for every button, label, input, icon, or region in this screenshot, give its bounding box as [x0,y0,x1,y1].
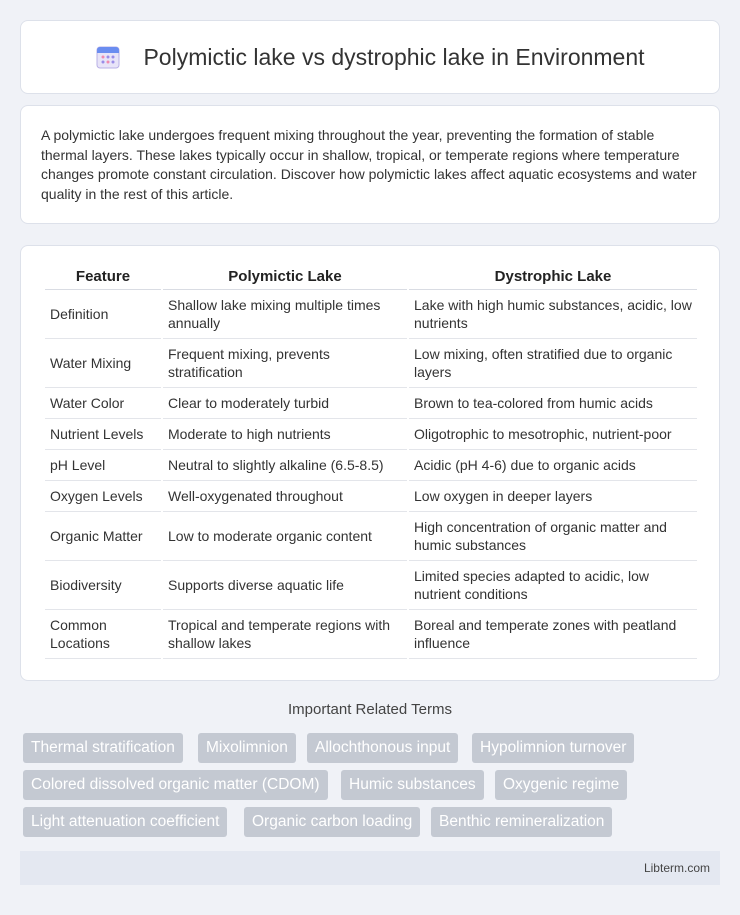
dystrophic-cell: High concentration of organic matter and humic substances [409,512,697,561]
dystrophic-cell: Lake with high humic substances, acidic, low nutrients [409,290,697,339]
column-header-feature: Feature [45,264,161,290]
comparison-table-card [20,245,720,681]
related-term-tag[interactable]: Oxygenic regime [495,770,627,800]
dystrophic-cell: Low oxygen in deeper layers [409,481,697,512]
comparison-table [43,264,699,659]
related-terms-title: Important Related Terms [288,701,452,718]
table-row [45,610,697,659]
dystrophic-cell: Brown to tea-colored from humic acids [409,388,697,419]
related-term-tag[interactable]: Hypolimnion turnover [472,733,634,763]
feature-cell: Organic Matter [45,512,161,561]
feature-cell: Water Mixing [45,339,161,388]
column-header-polymictic: Polymictic Lake [163,264,407,290]
feature-cell: Definition [45,290,161,339]
page-title: Polymictic lake vs dystrophic lake in Environment [143,43,645,70]
polymictic-cell: Low to moderate organic content [163,512,407,561]
related-term-tag[interactable]: Organic carbon loading [244,807,420,837]
polymictic-cell: Frequent mixing, prevents stratification [163,339,407,388]
polymictic-cell: Moderate to high nutrients [163,419,407,450]
table-row [45,290,697,339]
feature-cell: Oxygen Levels [45,481,161,512]
feature-cell: Water Color [45,388,161,419]
polymictic-cell: Well-oxygenated throughout [163,481,407,512]
dystrophic-cell: Limited species adapted to acidic, low nutrient conditions [409,561,697,610]
feature-cell: Nutrient Levels [45,419,161,450]
table-row [45,561,697,610]
header-card [20,20,720,94]
polymictic-cell: Tropical and temperate regions with shallow lakes [163,610,407,659]
table-row [45,512,697,561]
table-row [45,450,697,481]
related-term-tag[interactable]: Humic substances [341,770,484,800]
related-term-tag[interactable]: Benthic remineralization [431,807,612,837]
feature-cell: Biodiversity [45,561,161,610]
dystrophic-cell: Boreal and temperate zones with peatland influence [409,610,697,659]
related-term-tag[interactable]: Thermal stratification [23,733,183,763]
feature-cell: pH Level [45,450,161,481]
table-row [45,481,697,512]
table-row [45,339,697,388]
footer [20,851,720,885]
intro-text: A polymictic lake undergoes frequent mixing throughout the year, preventing the formation of stable thermal layers. These lakes typically occur in shallow, tropical, or temperate regions where temperature changes promote constant circulation. Discover how polymictic lakes affect aquatic ecosystems and water quality in the rest of this article. [41,127,697,202]
polymictic-cell: Neutral to slightly alkaline (6.5-8.5) [163,450,407,481]
dystrophic-cell: Oligotrophic to mesotrophic, nutrient-poor [409,419,697,450]
table-row [45,388,697,419]
related-term-tag[interactable]: Allochthonous input [307,733,458,763]
calendar-icon [95,44,121,70]
intro-card [20,105,720,224]
dystrophic-cell: Acidic (pH 4-6) due to organic acids [409,450,697,481]
polymictic-cell: Supports diverse aquatic life [163,561,407,610]
related-term-tag[interactable]: Mixolimnion [198,733,296,763]
related-term-tag[interactable]: Light attenuation coefficient [23,807,227,837]
dystrophic-cell: Low mixing, often stratified due to organic layers [409,339,697,388]
table-row [45,419,697,450]
related-term-tag[interactable]: Colored dissolved organic matter (CDOM) [23,770,328,800]
polymictic-cell: Shallow lake mixing multiple times annually [163,290,407,339]
polymictic-cell: Clear to moderately turbid [163,388,407,419]
footer-site-link[interactable]: Libterm.com [643,861,710,875]
column-header-dystrophic: Dystrophic Lake [409,264,697,290]
feature-cell: Common Locations [45,610,161,659]
